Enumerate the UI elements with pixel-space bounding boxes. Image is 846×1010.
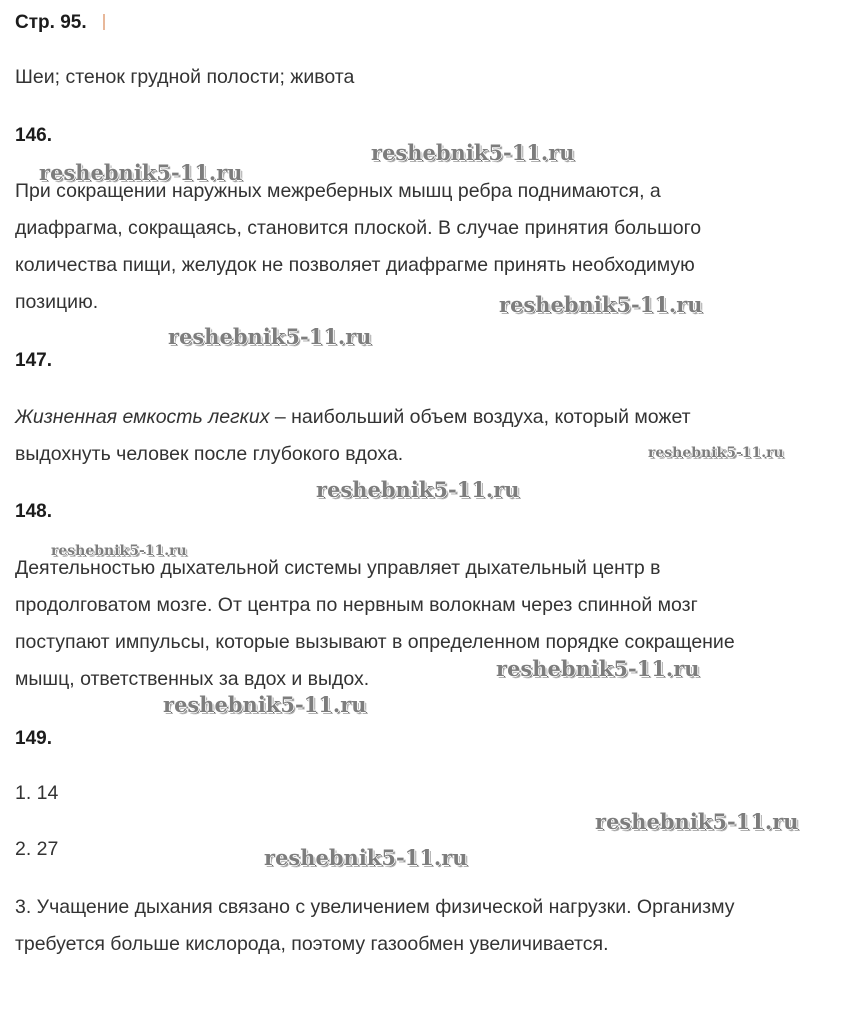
watermark: reshebnik5-11.ru xyxy=(496,656,700,681)
intro-text: Шеи; стенок грудной полости; живота xyxy=(15,66,355,88)
watermark: reshebnik5-11.ru xyxy=(163,692,367,717)
answer-line: поступают импульсы, которые вызывают в определенном порядке сокращение xyxy=(15,631,735,653)
watermark: reshebnik5-11.ru xyxy=(51,543,187,559)
watermark: reshebnik5-11.ru xyxy=(316,477,520,502)
defined-term: Жизненная емкость легких xyxy=(15,406,270,428)
question-148-number: 148. xyxy=(15,501,52,522)
answer-line: При сокращении наружных межреберных мышц ребра поднимаются, а xyxy=(15,180,661,202)
watermark: reshebnik5-11.ru xyxy=(264,845,468,870)
page-label: Стр. 95. xyxy=(15,12,87,33)
answer-line: 2. 27 xyxy=(15,838,59,860)
watermark: reshebnik5-11.ru xyxy=(499,292,703,317)
definition-line xyxy=(15,399,691,436)
intro-line xyxy=(15,59,354,96)
answer-line: Деятельностью дыхательной системы управляет дыхательный центр в xyxy=(15,557,661,579)
answer-149-1 xyxy=(15,775,58,812)
question-147-number: 147. xyxy=(15,350,52,371)
text-cursor-mark xyxy=(103,14,105,30)
watermark: reshebnik5-11.ru xyxy=(168,324,372,349)
answer-line: продолговатом мозге. От центра по нервным волокнам через спинной мозг xyxy=(15,594,698,616)
answer-line: 3. Учащение дыхания связано с увеличением физической нагрузки. Организму xyxy=(15,896,735,918)
answer-line: требуется больше кислорода, поэтому газообмен увеличивается. xyxy=(15,933,609,955)
question-149-number: 149. xyxy=(15,728,52,749)
watermark: reshebnik5-11.ru xyxy=(648,445,784,461)
answer-line: диафрагма, сокращаясь, становится плоской. В случае принятия большого xyxy=(15,217,702,239)
answer-149-2 xyxy=(15,831,58,868)
watermark: reshebnik5-11.ru xyxy=(371,140,575,165)
definition-text: – наибольший объем воздуха, который может xyxy=(269,406,691,428)
answer-line: количества пищи, желудок не позволяет диафрагме принять необходимую xyxy=(15,254,695,276)
watermark: reshebnik5-11.ru xyxy=(39,160,243,185)
answer-149-3 xyxy=(15,889,734,963)
watermark: reshebnik5-11.ru xyxy=(595,809,799,834)
answer-line: выдохнуть человек после глубокого вдоха. xyxy=(15,443,404,465)
answer-line: 1. 14 xyxy=(15,782,59,804)
answer-line: позицию. xyxy=(15,291,99,313)
question-146-number: 146. xyxy=(15,125,52,146)
answer-line: мышц, ответственных за вдох и выдох. xyxy=(15,668,370,690)
question-147-answer xyxy=(15,399,691,473)
